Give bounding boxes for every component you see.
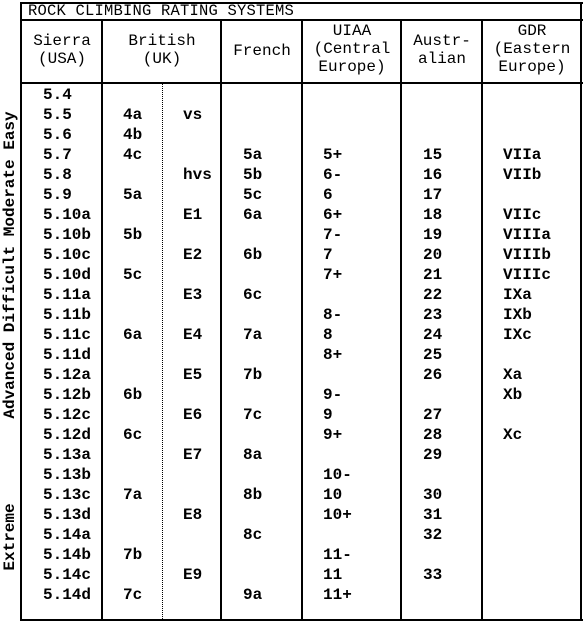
cell-australian: 18 <box>423 206 443 224</box>
cell-uiaa: 7+ <box>323 266 343 284</box>
header-uiaa <box>303 22 401 76</box>
cell-sierra: 5.7 <box>43 146 72 164</box>
cell-french: 7c <box>243 406 263 424</box>
cell-gdr: VIIIc <box>503 266 552 284</box>
cell-gdr: Xc <box>503 426 523 444</box>
cell-uiaa: 6 <box>323 186 333 204</box>
cell-gdr: IXa <box>503 286 532 304</box>
table-right-border <box>580 2 582 621</box>
cell-french: 6a <box>243 206 263 224</box>
cell-australian: 21 <box>423 266 443 284</box>
cell-uiaa: 10 <box>323 486 343 504</box>
cell-australian: 32 <box>423 526 443 544</box>
cell-british-adjectival: E8 <box>183 506 203 524</box>
cell-sierra: 5.12d <box>43 426 92 444</box>
cell-british-technical: 7a <box>123 486 143 504</box>
cell-uiaa: 8- <box>323 306 343 324</box>
cell-sierra: 5.12c <box>43 406 92 424</box>
cell-gdr: VIIc <box>503 206 542 224</box>
cell-french: 8a <box>243 446 263 464</box>
cell-british-technical: 5b <box>123 226 143 244</box>
header-line: (Eastern <box>493 40 571 58</box>
cell-gdr: Xa <box>503 366 523 384</box>
header-line: British <box>128 32 196 50</box>
header-line: Europe) <box>498 58 566 76</box>
cell-sierra: 5.14c <box>43 566 92 584</box>
cell-australian: 16 <box>423 166 443 184</box>
cell-sierra: 5.13a <box>43 446 92 464</box>
header-line: Sierra <box>33 32 91 50</box>
cell-sierra: 5.8 <box>43 166 72 184</box>
cell-sierra: 5.13b <box>43 466 92 484</box>
cell-australian: 28 <box>423 426 443 444</box>
table-title: ROCK CLIMBING RATING SYSTEMS <box>28 2 295 20</box>
cell-french: 7b <box>243 366 263 384</box>
cell-gdr: VIIa <box>503 146 542 164</box>
cell-british-technical: 5a <box>123 186 143 204</box>
cell-uiaa: 6+ <box>323 206 343 224</box>
cell-french: 6c <box>243 286 263 304</box>
header-line: (UK) <box>142 50 182 68</box>
column-divider <box>101 20 103 621</box>
cell-uiaa: 5+ <box>323 146 343 164</box>
cell-french: 5b <box>243 166 263 184</box>
cell-australian: 20 <box>423 246 443 264</box>
cell-uiaa: 8 <box>323 326 333 344</box>
cell-french: 5a <box>243 146 263 164</box>
cell-uiaa: 11+ <box>323 586 352 604</box>
cell-sierra: 5.14a <box>43 526 92 544</box>
british-subcolumn-divider <box>162 84 163 619</box>
cell-british-technical: 4c <box>123 146 143 164</box>
cell-australian: 25 <box>423 346 443 364</box>
cell-sierra: 5.14d <box>43 586 92 604</box>
cell-british-adjectival: E5 <box>183 366 203 384</box>
cell-australian: 33 <box>423 566 443 584</box>
cell-australian: 26 <box>423 366 443 384</box>
cell-australian: 15 <box>423 146 443 164</box>
cell-british-technical: 6b <box>123 386 143 404</box>
header-line: alian <box>417 50 466 68</box>
header-sierra <box>22 32 102 68</box>
cell-british-technical: 6a <box>123 326 143 344</box>
cell-british-technical: 7c <box>123 586 143 604</box>
cell-british-technical: 4b <box>123 126 143 144</box>
cell-gdr: IXb <box>503 306 532 324</box>
column-divider <box>220 20 222 621</box>
cell-uiaa: 7- <box>323 226 343 244</box>
side-label-extreme: Extreme <box>1 503 19 571</box>
cell-australian: 29 <box>423 446 443 464</box>
cell-british-adjectival: E6 <box>183 406 203 424</box>
cell-british-technical: 5c <box>123 266 143 284</box>
header-line: Europe) <box>318 58 386 76</box>
cell-sierra: 5.12b <box>43 386 92 404</box>
cell-uiaa: 6- <box>323 166 343 184</box>
header-line: GDR <box>517 22 547 40</box>
cell-british-technical: 7b <box>123 546 143 564</box>
cell-french: 6b <box>243 246 263 264</box>
cell-british-adjectival: E3 <box>183 286 203 304</box>
header-line: French <box>233 42 291 60</box>
cell-uiaa: 9 <box>323 406 333 424</box>
cell-uiaa: 10+ <box>323 506 352 524</box>
cell-australian: 23 <box>423 306 443 324</box>
cell-uiaa: 11 <box>323 566 343 584</box>
cell-sierra: 5.5 <box>43 106 72 124</box>
cell-sierra: 5.6 <box>43 126 72 144</box>
column-divider <box>481 20 483 621</box>
cell-sierra: 5.10d <box>43 266 92 284</box>
column-divider <box>301 20 303 621</box>
column-divider <box>400 20 402 621</box>
cell-sierra: 5.14b <box>43 546 92 564</box>
cell-sierra: 5.13c <box>43 486 92 504</box>
cell-sierra: 5.9 <box>43 186 72 204</box>
cell-uiaa: 11- <box>323 546 352 564</box>
header-french <box>222 42 302 60</box>
cell-gdr: Xb <box>503 386 523 404</box>
cell-uiaa: 9- <box>323 386 343 404</box>
cell-british-adjectival: E2 <box>183 246 203 264</box>
cell-australian: 19 <box>423 226 443 244</box>
cell-french: 8c <box>243 526 263 544</box>
cell-gdr: IXc <box>503 326 532 344</box>
cell-sierra: 5.10b <box>43 226 92 244</box>
cell-australian: 27 <box>423 406 443 424</box>
cell-french: 5c <box>243 186 263 204</box>
cell-australian: 24 <box>423 326 443 344</box>
header-line: Austr- <box>413 32 471 50</box>
cell-british-adjectival: E7 <box>183 446 203 464</box>
cell-french: 8b <box>243 486 263 504</box>
cell-australian: 30 <box>423 486 443 504</box>
cell-british-adjectival: E1 <box>183 206 203 224</box>
cell-french: 7a <box>243 326 263 344</box>
header-line: UIAA <box>332 22 372 40</box>
cell-sierra: 5.11b <box>43 306 92 324</box>
cell-uiaa: 7 <box>323 246 333 264</box>
cell-french: 9a <box>243 586 263 604</box>
cell-british-technical: 4a <box>123 106 143 124</box>
cell-british-adjectival: vs <box>183 106 203 124</box>
header-line: (USA) <box>37 50 86 68</box>
cell-british-adjectival: E4 <box>183 326 203 344</box>
cell-sierra: 5.10c <box>43 246 92 264</box>
cell-australian: 31 <box>423 506 443 524</box>
cell-british-adjectival: hvs <box>183 166 212 184</box>
cell-sierra: 5.11d <box>43 346 92 364</box>
cell-sierra: 5.4 <box>43 86 72 104</box>
cell-sierra: 5.10a <box>43 206 92 224</box>
cell-uiaa: 9+ <box>323 426 343 444</box>
cell-australian: 17 <box>423 186 443 204</box>
header-australian <box>402 32 482 68</box>
cell-uiaa: 8+ <box>323 346 343 364</box>
side-label-difficulty-levels: Advanced Difficult Moderate Easy <box>1 111 19 419</box>
header-gdr <box>483 22 581 76</box>
cell-sierra: 5.11c <box>43 326 92 344</box>
cell-gdr: VIIb <box>503 166 542 184</box>
header-line: (Central <box>313 40 391 58</box>
cell-sierra: 5.11a <box>43 286 92 304</box>
cell-sierra: 5.12a <box>43 366 92 384</box>
cell-british-technical: 6c <box>123 426 143 444</box>
cell-uiaa: 10- <box>323 466 352 484</box>
cell-australian: 22 <box>423 286 443 304</box>
cell-gdr: VIIIb <box>503 246 552 264</box>
cell-british-adjectival: E9 <box>183 566 203 584</box>
header-british <box>103 32 221 68</box>
cell-gdr: VIIIa <box>503 226 552 244</box>
cell-sierra: 5.13d <box>43 506 92 524</box>
